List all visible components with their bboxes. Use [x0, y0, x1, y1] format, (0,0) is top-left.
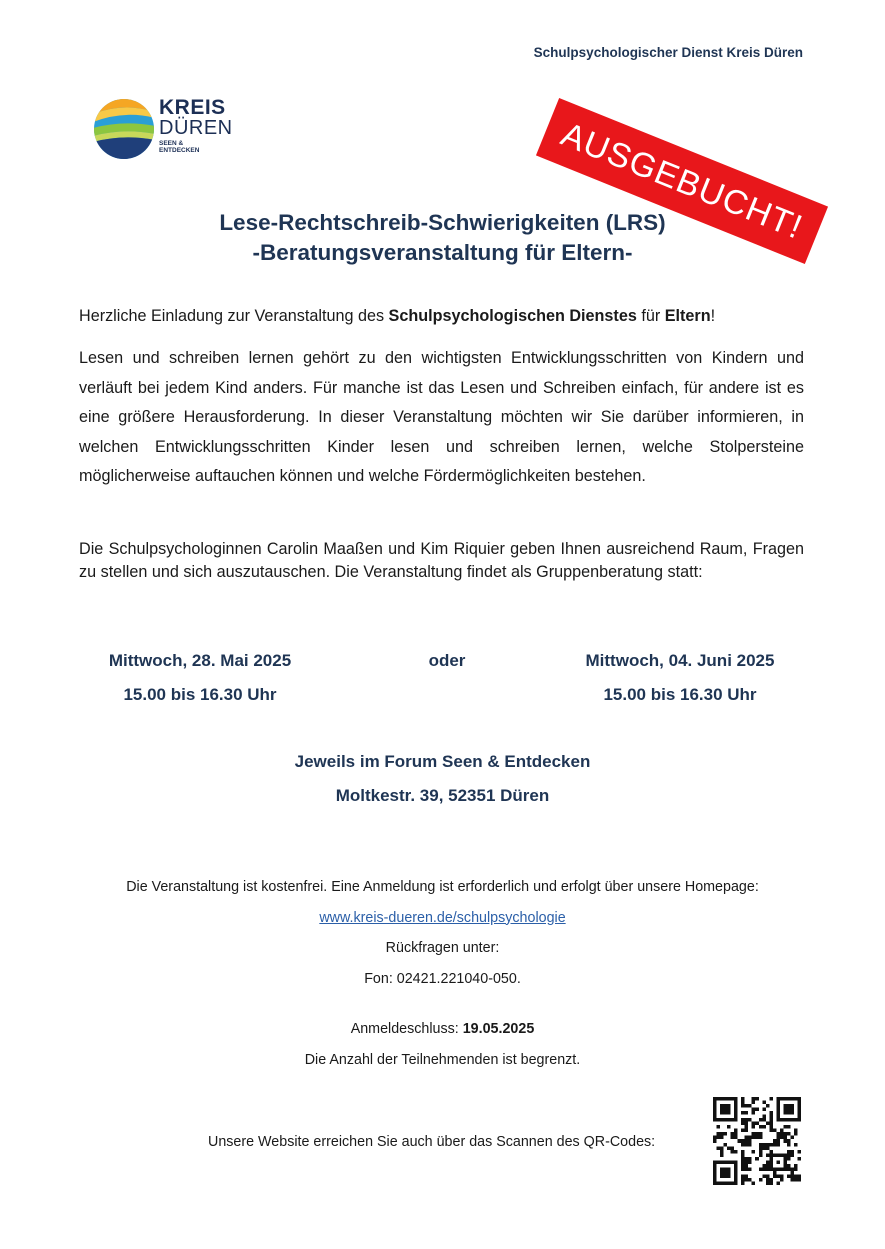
homepage-link[interactable]: www.kreis-dueren.de/schulpsychologie [319, 909, 566, 926]
deadline-block [0, 1014, 885, 1075]
org-header: Schulpsychologischer Dienst Kreis Düren [533, 45, 803, 60]
intro-bold-service: Schulpsychologischen Dienstes [388, 307, 637, 325]
intro-suffix: ! [710, 307, 716, 325]
intro-prefix: Herzliche Einladung zur Veranstaltung des [79, 307, 389, 325]
kreis-dueren-logo [93, 96, 233, 160]
deadline-label: Anmeldeschluss: [350, 1021, 463, 1037]
date-2-time: 15.00 bis 16.30 Uhr [603, 685, 757, 704]
date-2-day: Mittwoch, 04. Juni 2025 [585, 651, 775, 670]
logo-tagline: SEEN & ENTDECKEN [159, 140, 200, 154]
deadline-date: 19.05.2025 [462, 1021, 535, 1037]
event-date-1 [100, 644, 300, 712]
registration-info: Die Veranstaltung ist kostenfrei. Eine Anmeldung ist erforderlich und erfolgt über unsere Homepage: [126, 879, 759, 895]
qr-caption: Unsere Website erreichen Sie auch über das Scannen des QR-Codes: [208, 1134, 656, 1150]
qr-code-icon [713, 1097, 801, 1185]
venue-name: Jeweils im Forum Seen & Entdecken [294, 752, 591, 771]
venue-block [0, 745, 885, 813]
participants-note: Die Anzahl der Teilnehmenden ist begrenzt. [304, 1051, 581, 1068]
date-1-day: Mittwoch, 28. Mai 2025 [108, 651, 292, 670]
registration-block [0, 872, 885, 994]
intro-middle: für [636, 307, 665, 325]
logo-text-dueren: DÜREN [159, 117, 233, 139]
qr-code[interactable] [713, 1097, 801, 1185]
date-separator: oder [428, 651, 466, 670]
title-line-1: Lese-Rechtschreib-Schwierigkeiten (LRS) [219, 210, 666, 235]
venue-address: Moltkestr. 39, 52351 Düren [335, 786, 550, 805]
event-date-2 [580, 644, 780, 712]
logo-emblem-icon [93, 98, 155, 160]
title-line-2: -Beratungsveranstaltung für Eltern- [252, 240, 633, 265]
questions-label: Rückfragen unter: [385, 940, 500, 956]
stamp-text: AUSGEBUCHT! [556, 114, 809, 247]
deadline-line [0, 1014, 885, 1045]
logo-text-kreis: KREIS [159, 96, 226, 119]
phone-number: Fon: 02421.221040-050. [364, 970, 521, 987]
body-paragraph-1: Lesen und schreiben lernen gehört zu den wichtigsten Entwicklungsschritten von Kindern und verläuft bei jedem Kind anders. Für manche ist das Lesen und Schreiben einfach, für andere ist es eine größere Herausforderung. In dieser Veranstaltung möchten wir Sie darüber informieren, in welchen Entwicklungsschritten Kinder lesen und schreiben lernen, welche Stolpersteine möglicherweise auftauchen können und welche Fördermöglichkeiten bestehen. [79, 349, 804, 485]
intro-bold-parents: Eltern [664, 307, 711, 325]
body-paragraph-2: Die Schulpsychologinnen Carolin Maaßen und Kim Riquier geben Ihnen ausreichend Raum, Fragen zu stellen und sich auszutauschen. Die Veranstaltung findet als Gruppenberatung statt: [79, 540, 804, 581]
page-title [0, 208, 885, 268]
intro-paragraph [79, 302, 804, 332]
date-1-time: 15.00 bis 16.30 Uhr [123, 685, 277, 704]
